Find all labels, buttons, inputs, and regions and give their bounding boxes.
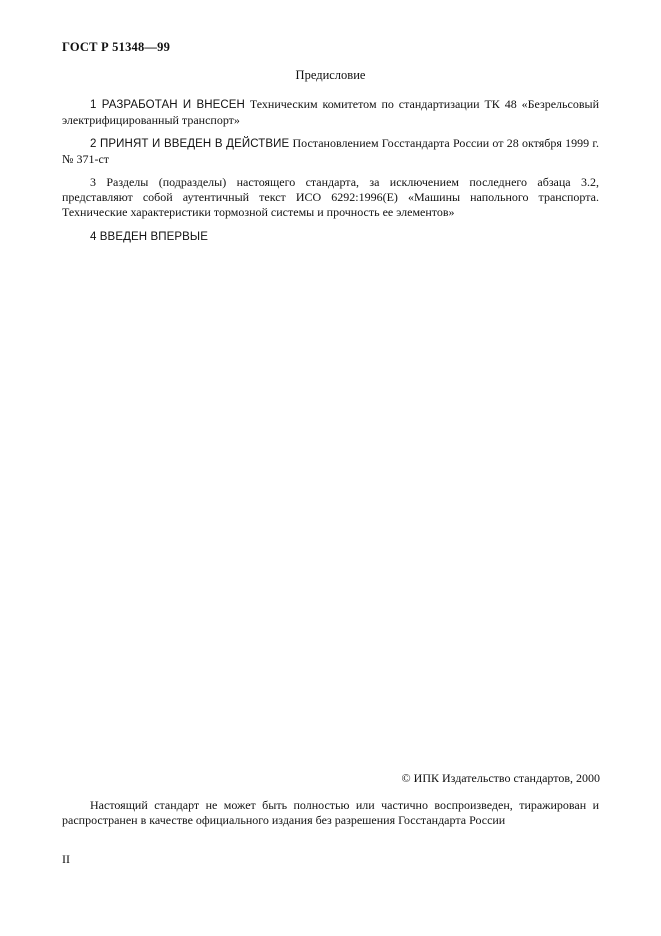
preface-item-3-text: 3 Разделы (подразделы) настоящего стандарта, за исключением последнего абзаца 3.2, представляют собой аутентичный текст ИСО 6292:1996(Е) «Машины напольного транспорта. Технические характеристики тормозной системы и прочность ее элементов» xyxy=(62,175,599,219)
page-number: II xyxy=(62,852,70,866)
preface-item-2-text: Постановлением Госстандарта России от 28 октября 1999 г. № 371-ст xyxy=(62,136,599,166)
preface-item-2 xyxy=(62,136,599,167)
preface-item-2-lead: 2 ПРИНЯТ И ВВЕДЕН В ДЕЙСТВИЕ xyxy=(90,138,290,150)
document-code: ГОСТ Р 51348—99 xyxy=(62,40,171,54)
preface-item-1-text: Техническим комитетом по стандартизации ТК 48 «Безрельсовый электрифицированный транспорт» xyxy=(62,97,599,127)
preface-item-4 xyxy=(62,229,599,245)
preface-item-3 xyxy=(62,175,599,220)
preface-item-4-lead: 4 ВВЕДЕН ВПЕРВЫЕ xyxy=(90,231,208,243)
reproduction-notice: Настоящий стандарт не может быть полностью или частично воспроизведен, тиражирован и распространен в качестве официального издания без разрешения Госстандарта России xyxy=(62,798,599,827)
preface-item-1-lead: 1 РАЗРАБОТАН И ВНЕСЕН xyxy=(90,99,245,111)
preface-item-1 xyxy=(62,97,599,128)
preface-title: Предисловие xyxy=(295,68,366,82)
copyright-line: © ИПК Издательство стандартов, 2000 xyxy=(401,771,600,785)
